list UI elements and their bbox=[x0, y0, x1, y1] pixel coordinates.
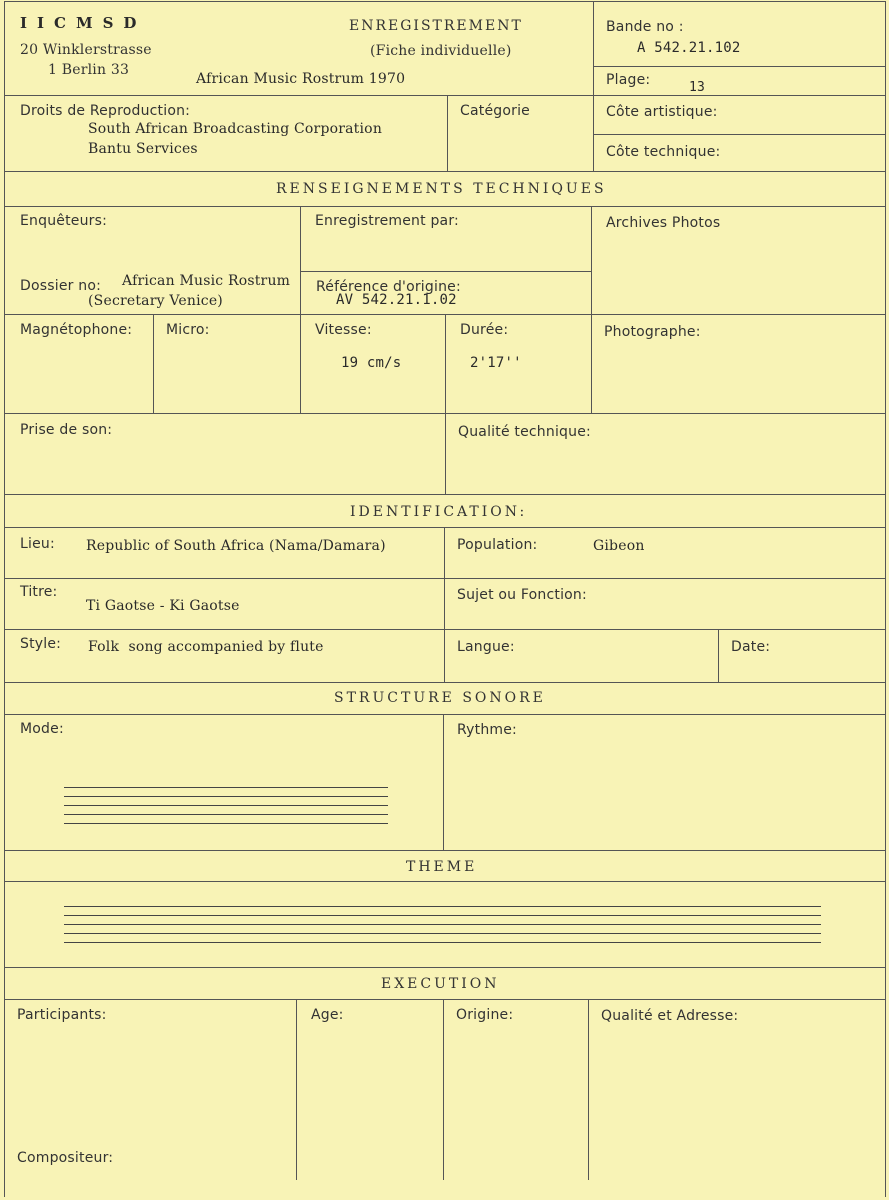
cote-divider bbox=[593, 134, 885, 135]
tech-section-title: RENSEIGNEMENTS TECHNIQUES bbox=[276, 181, 607, 197]
org-logo: IICMSD bbox=[20, 14, 147, 32]
duree-divider bbox=[445, 314, 446, 494]
duree-label: Durée: bbox=[460, 322, 509, 338]
theme-staff-line bbox=[64, 915, 821, 916]
ident-section-title: IDENTIFICATION: bbox=[350, 504, 528, 520]
origine-label: Origine: bbox=[456, 1007, 514, 1023]
right-border bbox=[885, 1, 886, 1197]
structure-bottom-line bbox=[4, 850, 885, 851]
theme-staff-line bbox=[64, 924, 821, 925]
participants-label: Participants: bbox=[17, 1007, 107, 1023]
reference-value: AV 542.21.1.02 bbox=[336, 292, 457, 308]
theme-bottom-line bbox=[4, 967, 885, 968]
photographe-label: Photographe: bbox=[604, 324, 701, 340]
origine-divider bbox=[443, 999, 444, 1180]
theme-section-title: THEME bbox=[406, 859, 478, 875]
tech-divider-1 bbox=[300, 206, 301, 413]
mode-label: Mode: bbox=[20, 721, 64, 737]
titre-bottom-line bbox=[4, 629, 885, 630]
enregistrement-divider bbox=[300, 271, 591, 272]
address-line-2: 1 Berlin 33 bbox=[48, 62, 130, 78]
theme-staff-line bbox=[64, 933, 821, 934]
theme-staff-line bbox=[64, 942, 821, 943]
dossier-label: Dossier no: bbox=[20, 278, 101, 294]
cote-artistique-label: Côte artistique: bbox=[606, 104, 718, 120]
style-bottom-line bbox=[4, 682, 885, 683]
age-divider bbox=[296, 999, 297, 1180]
rights-line-1: South African Broadcasting Corporation bbox=[88, 121, 383, 137]
bande-plage-divider bbox=[593, 66, 885, 67]
lieu-label: Lieu: bbox=[20, 536, 55, 552]
bande-value: A 542.21.102 bbox=[637, 40, 741, 56]
form-title: ENREGISTREMENT bbox=[349, 18, 523, 34]
header-bottom-line bbox=[4, 95, 885, 96]
dossier-value-2: (Secretary Venice) bbox=[88, 293, 223, 309]
dossier-value-1: African Music Rostrum bbox=[122, 273, 291, 289]
mode-staff-line bbox=[64, 823, 388, 824]
population-label: Population: bbox=[457, 537, 538, 553]
titre-label: Titre: bbox=[20, 584, 58, 600]
bande-label: Bande no : bbox=[606, 19, 684, 35]
plage-value: 13 bbox=[689, 80, 706, 95]
execution-title-bottom-line bbox=[4, 999, 885, 1000]
rights-label: Droits de Reproduction: bbox=[20, 103, 191, 119]
mode-staff-line bbox=[64, 805, 388, 806]
categorie-divider bbox=[447, 95, 448, 171]
magnetophone-label: Magnétophone: bbox=[20, 322, 133, 338]
cote-technique-label: Côte technique: bbox=[606, 144, 721, 160]
prise-de-son-label: Prise de son: bbox=[20, 422, 113, 438]
rythme-label: Rythme: bbox=[457, 722, 517, 738]
address-line-1: 20 Winklerstrasse bbox=[20, 42, 152, 58]
mode-staff-line bbox=[64, 814, 388, 815]
left-border bbox=[4, 1, 5, 1197]
rights-bottom-line bbox=[4, 171, 885, 172]
compositeur-label: Compositeur: bbox=[17, 1150, 114, 1166]
langue-label: Langue: bbox=[457, 639, 515, 655]
micro-divider bbox=[153, 314, 154, 413]
structure-divider bbox=[443, 714, 444, 851]
reference-label: Référence d'origine: bbox=[316, 279, 461, 295]
tech-title-bottom-line bbox=[4, 206, 885, 207]
mode-staff-line bbox=[64, 796, 388, 797]
lieu-bottom-line bbox=[4, 578, 885, 579]
enqueteurs-label: Enquêteurs: bbox=[20, 213, 108, 229]
plage-label: Plage: bbox=[606, 72, 651, 88]
theme-title-bottom-line bbox=[4, 881, 885, 882]
rights-line-2: Bantu Services bbox=[88, 141, 198, 157]
qualite-adresse-label: Qualité et Adresse: bbox=[601, 1008, 739, 1024]
form-subtitle: (Fiche individuelle) bbox=[370, 43, 512, 59]
structure-section-title: STRUCTURE SONORE bbox=[334, 690, 546, 706]
ident-divider bbox=[444, 527, 445, 682]
equipment-bottom-line bbox=[4, 413, 885, 414]
micro-label: Micro: bbox=[166, 322, 210, 338]
date-label: Date: bbox=[731, 639, 771, 655]
vitesse-value: 19 cm/s bbox=[341, 355, 402, 371]
style-label: Style: bbox=[20, 636, 62, 652]
header-divider bbox=[593, 1, 594, 171]
style-value: Folk song accompanied by flute bbox=[88, 639, 324, 655]
theme-staff-line bbox=[64, 906, 821, 907]
mode-staff-line bbox=[64, 787, 388, 788]
vitesse-label: Vitesse: bbox=[315, 322, 372, 338]
titre-value: Ti Gaotse - Ki Gaotse bbox=[86, 598, 240, 614]
population-value: Gibeon bbox=[593, 538, 645, 554]
lieu-value: Republic of South Africa (Nama/Damara) bbox=[86, 538, 386, 554]
execution-section-title: EXECUTION bbox=[381, 976, 500, 992]
tech-divider-2 bbox=[591, 206, 592, 413]
qualite-divider bbox=[588, 999, 589, 1180]
archives-photos-label: Archives Photos bbox=[606, 215, 721, 231]
categorie-label: Catégorie bbox=[460, 103, 530, 119]
prise-bottom-line bbox=[4, 494, 885, 495]
structure-title-bottom-line bbox=[4, 714, 885, 715]
top-border bbox=[4, 1, 886, 2]
enregistrement-par-label: Enregistrement par: bbox=[315, 213, 459, 229]
event-name: African Music Rostrum 1970 bbox=[196, 71, 406, 87]
sujet-label: Sujet ou Fonction: bbox=[457, 587, 587, 603]
duree-value: 2'17'' bbox=[470, 355, 522, 371]
qualite-technique-label: Qualité technique: bbox=[458, 424, 591, 440]
date-divider bbox=[718, 629, 719, 682]
age-label: Age: bbox=[311, 1007, 344, 1023]
